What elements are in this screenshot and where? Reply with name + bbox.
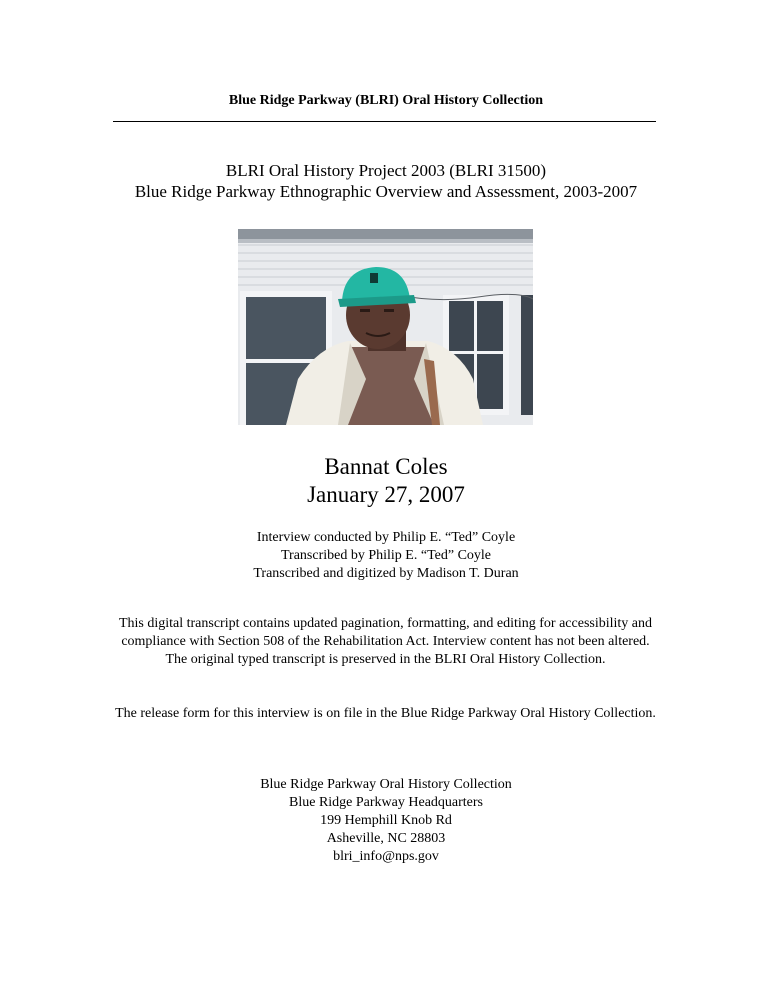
- interviewer-credit: Interview conducted by Philip E. “Ted” Coyle: [256, 530, 516, 545]
- credits-block: [0, 529, 772, 583]
- address-city: Asheville, NC 28803: [326, 831, 446, 846]
- interviewee-photo: [238, 229, 533, 425]
- interviewee-name: Bannat Coles: [324, 454, 448, 479]
- transcriber-credit: Transcribed by Philip E. “Ted” Coyle: [280, 548, 492, 563]
- collection-header: Blue Ridge Parkway (BLRI) Oral History Collection: [228, 93, 544, 108]
- interviewee-block: [0, 453, 772, 509]
- project-title-block: [0, 160, 772, 202]
- project-title: BLRI Oral History Project 2003 (BLRI 31500): [225, 161, 547, 180]
- project-subtitle: Blue Ridge Parkway Ethnographic Overview and Assessment, 2003-2007: [134, 182, 638, 201]
- contact-address: [0, 776, 772, 866]
- contact-email: blri_info@nps.gov: [333, 849, 439, 864]
- address-street: 199 Hemphill Knob Rd: [320, 813, 452, 828]
- address-headquarters: Blue Ridge Parkway Headquarters: [289, 795, 483, 810]
- header-divider: [113, 121, 656, 122]
- release-form-notice: The release form for this interview is on file in the Blue Ridge Parkway Oral History Collection.: [115, 706, 656, 721]
- accessibility-notice: This digital transcript contains updated pagination, formatting, and editing for accessibility and compliance with Section 508 of the Rehabilitation Act. Interview content has not been altered. The original typed transcript is preserved in the BLRI Oral History Collection.: [118, 616, 653, 667]
- portrait-illustration: [238, 229, 533, 425]
- address-collection: Blue Ridge Parkway Oral History Collection: [260, 777, 512, 792]
- digitizer-credit: Transcribed and digitized by Madison T. Duran: [253, 566, 519, 581]
- interview-date: January 27, 2007: [307, 482, 465, 507]
